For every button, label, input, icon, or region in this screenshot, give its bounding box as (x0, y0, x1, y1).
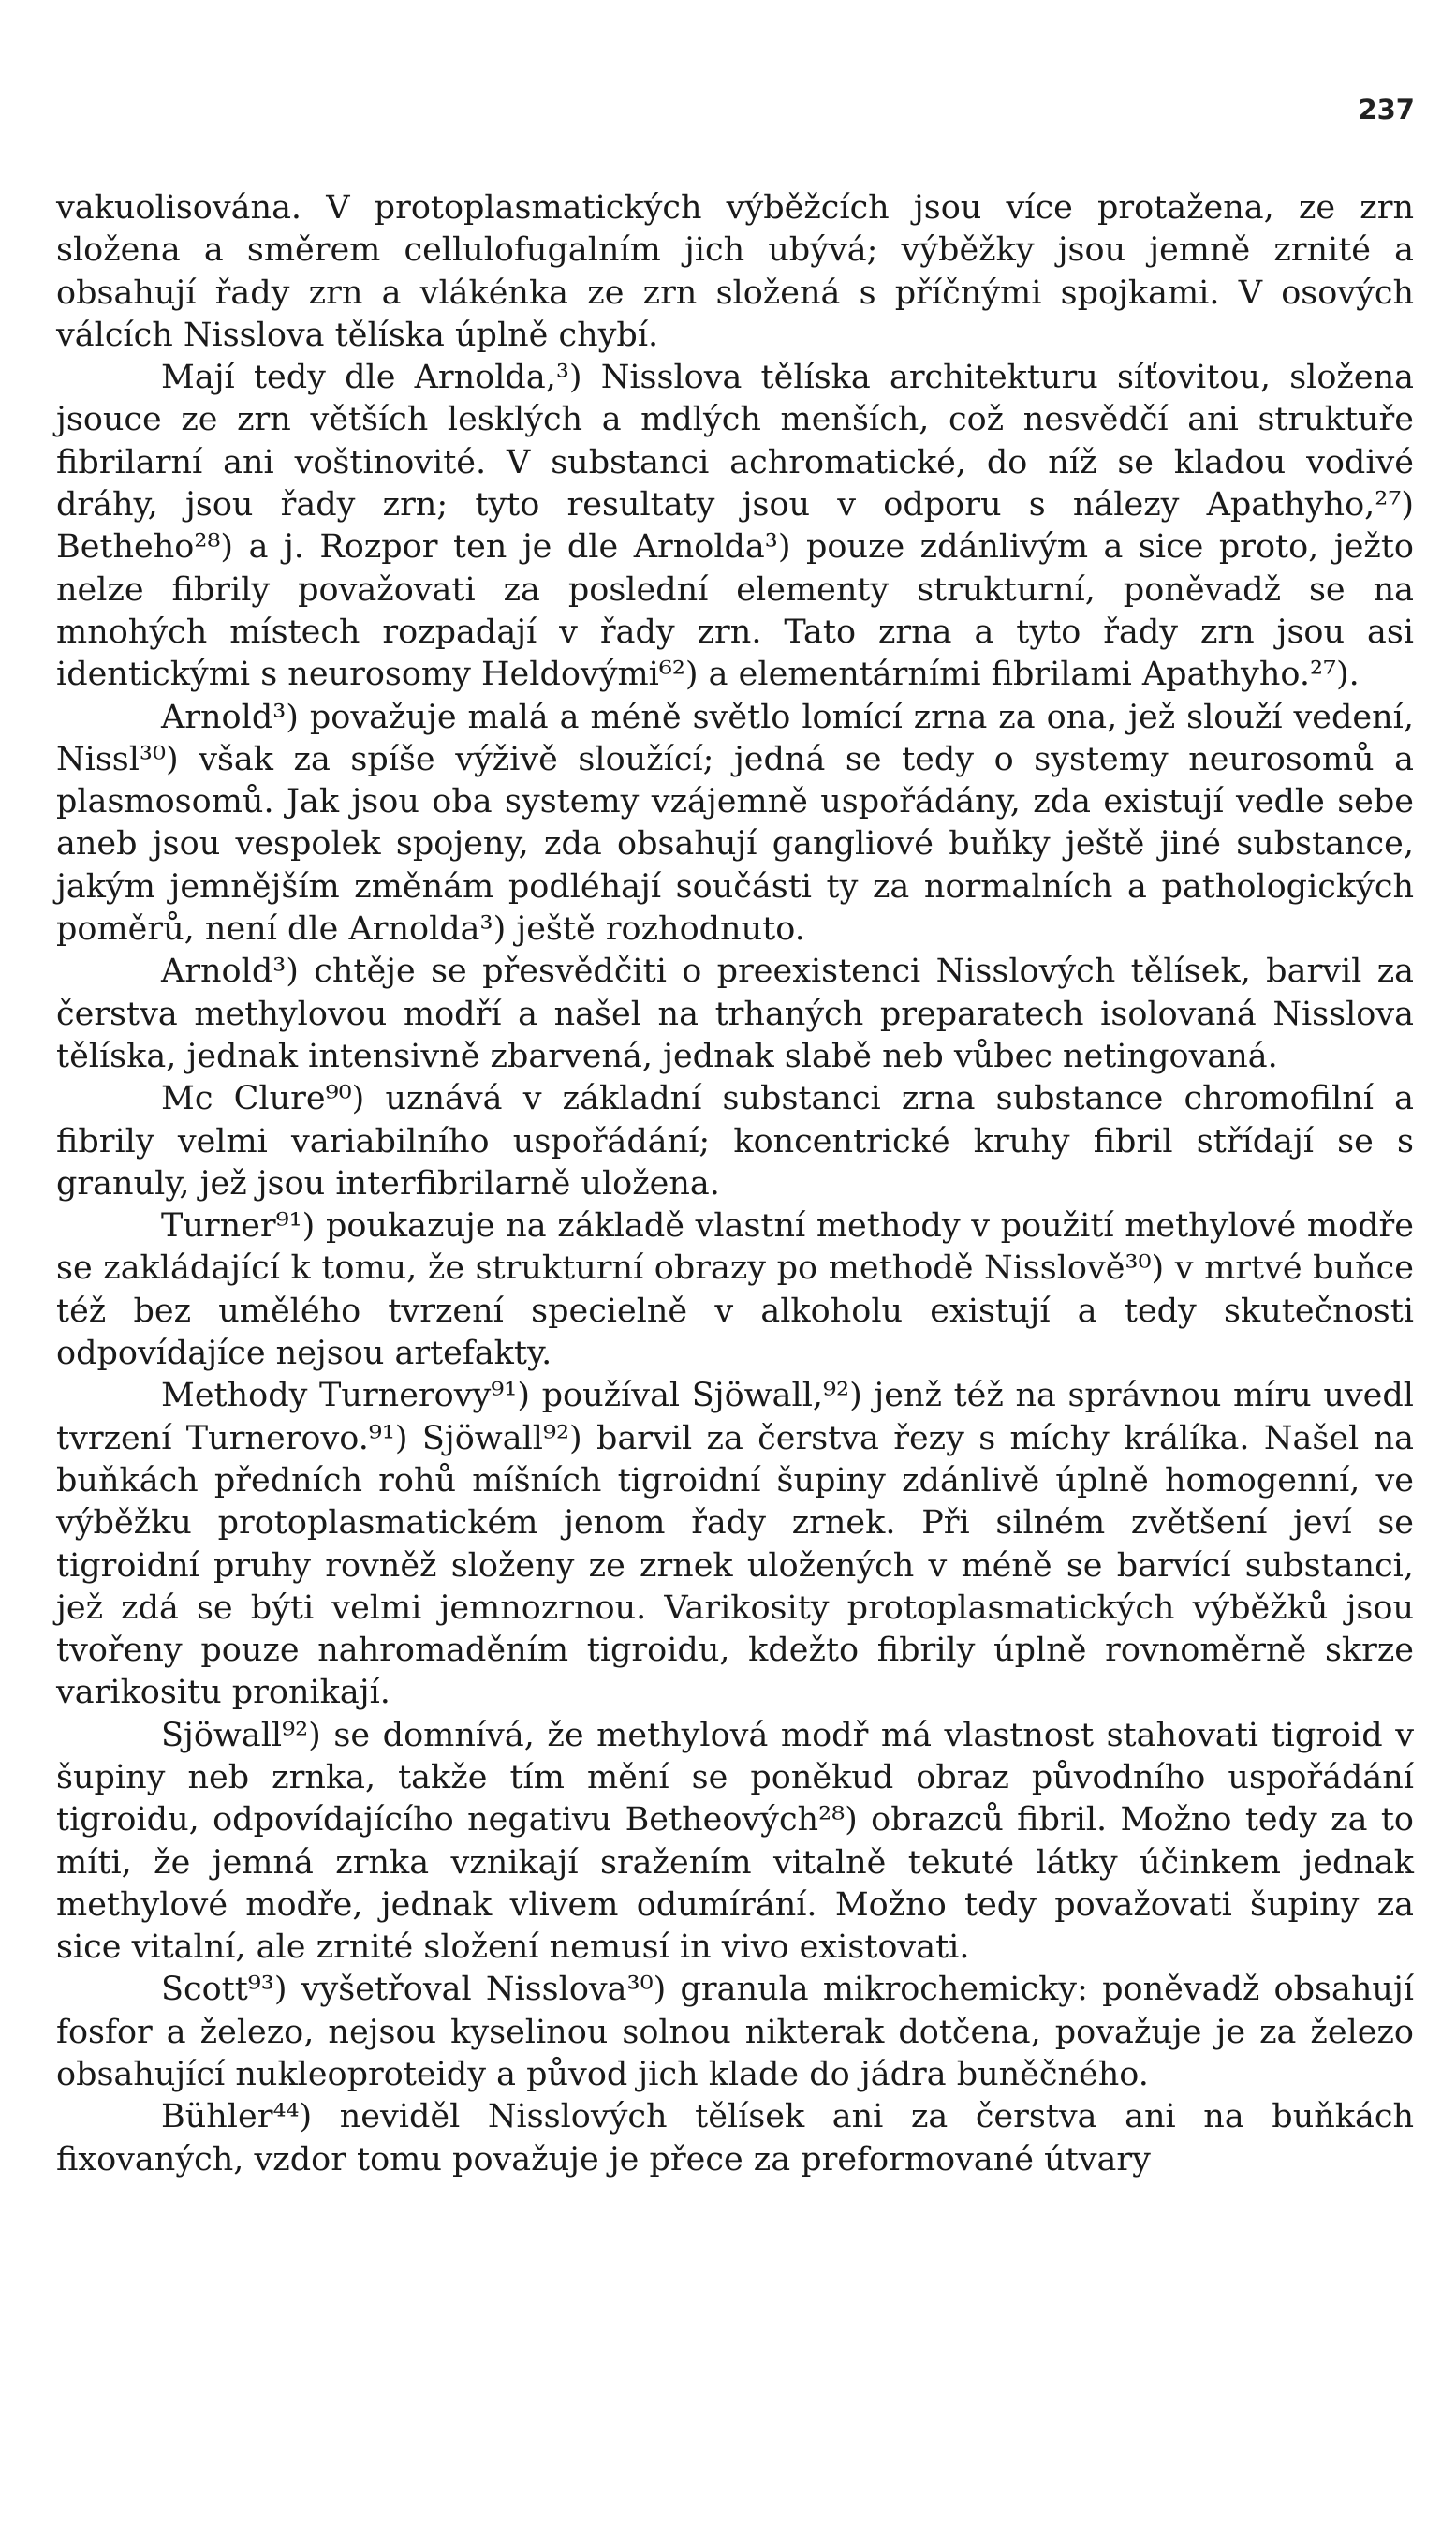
paragraph-7: Methody Turnerovy⁹¹) používal Sjöwall,⁹²) jenž též na správnou míru uvedl tvrzení Turnerovo.⁹¹) Sjöwall⁹²) barvil za čerstva řezy s míchy králíka. Našel na buňkách předních rohů míšních tigroidní šupiny zdánlivě úplně homogenní, ve výběžku protoplasmatickém jenom řady zrnek. Při silném zvětšení jeví se tigroidní pruhy rovněž složeny ze zrnek uložených v méně se barvící substanci, jež zdá se býti velmi jemnozrnou. Varikosity protoplasmatických výběžků jsou tvořeny pouze nahromaděním tigroidu, kdežto fibrily úplně rovnoměrně skrze varikositu pronikají. (56, 1377, 1414, 1712)
page-number: 237 (1358, 94, 1415, 126)
paragraph-1: vakuolisována. V protoplasmatických výběžcích jsou více protažena, ze zrn složena a směrem cellulofugalním jich ubývá; výběžky jsou jemně zrnité a obsahují řady zrn a vlákénka ze zrn složená s příčnými spojkami. V osových válcích Nisslova tělíska úplně chybí. (56, 189, 1414, 354)
paragraph-5: Mc Clure⁹⁰) uznává v základní substanci zrna substance chromofilní a fibrily velmi variabilního uspořádání; koncentrické kruhy fibril střídají se s granuly, jež jsou interfibrilarně uložena. (56, 1080, 1414, 1203)
paragraph-4: Arnold³) chtěje se přesvědčiti o preexistenci Nisslových tělísek, barvil za čerstva methylovou modří a našel na trhaných preparatech isolovaná Nisslova tělíska, jednak intensivně zbarvená, jednak slabě neb vůbec netingovaná. (56, 953, 1414, 1075)
paragraph-6: Turner⁹¹) poukazuje na základě vlastní methody v použití methylové modře se zakládající k tomu, že strukturní obrazy po methodě Nisslově³⁰) v mrtvé buňce též bez umělého tvrzení specielně v alkoholu existují a tedy skutečnosti odpovídajíce nejsou artefakty. (56, 1207, 1414, 1373)
paragraph-2: Mají tedy dle Arnolda,³) Nisslova tělíska architekturu síťovitou, složena jsouce ze zrn větších lesklých a mdlých menších, což nesvědčí ani struktuře fibrilarní ani voštinovité. V substanci achromatické, do níž se kladou vodivé dráhy, jsou řady zrn; tyto resultaty jsou v odporu s nálezy Apathyho,²⁷) Betheho²⁸) a j. Rozpor ten je dle Arnolda³) pouze zdánlivým a sice proto, ježto nelze fibrily považovati za poslední elementy strukturní, poněvadž se na mnohých místech rozpadají v řady zrn. Tato zrna a tyto řady zrn jsou asi identickými s neurosomy Heldovými⁶²) a elementárními fibrilami Apathyho.²⁷). (56, 359, 1414, 694)
paragraph-9: Scott⁹³) vyšetřoval Nisslova³⁰) granula mikrochemicky: poněvadž obsahují fosfor a železo, nejsou kyselinou solnou nikterak dotčena, považuje je za železo obsahující nukleoproteidy a původ jich klade do jádra buněčného. (56, 1971, 1414, 2094)
body-text (56, 187, 1414, 2181)
paragraph-8: Sjöwall⁹²) se domnívá, že methylová modř má vlastnost stahovati tigroid v šupiny neb zrnka, takže tím mění se poněkud obraz původního uspořádání tigroidu, odpovídajícího negativu Betheových²⁸) obrazců fibril. Možno tedy za to míti, že jemná zrnka vznikají sražením vitalně tekuté látky účinkem jednak methylové modře, jednak vlivem odumírání. Možno tedy považovati šupiny za sice vitalní, ale zrnité složení nemusí in vivo existovati. (56, 1716, 1414, 1967)
paragraph-3: Arnold³) považuje malá a méně světlo lomící zrna za ona, jež slouží vedení, Nissl³⁰) však za spíše výživě sloužící; jedná se tedy o systemy neurosomů a plasmosomů. Jak jsou oba systemy vzájemně uspořádány, zda existují vedle sebe aneb jsou vespolek spojeny, zda obsahují gangliové buňky ještě jiné substance, jakým jemnějším změnám podléhají součásti ty za normalních a pathologických poměrů, není dle Arnolda³) ještě rozhodnuto. (56, 698, 1414, 949)
paragraph-10: Bühler⁴⁴) neviděl Nisslových tělísek ani za čerstva ani na buňkách fixovaných, vzdor tomu považuje je přece za preformované útvary (56, 2098, 1414, 2179)
